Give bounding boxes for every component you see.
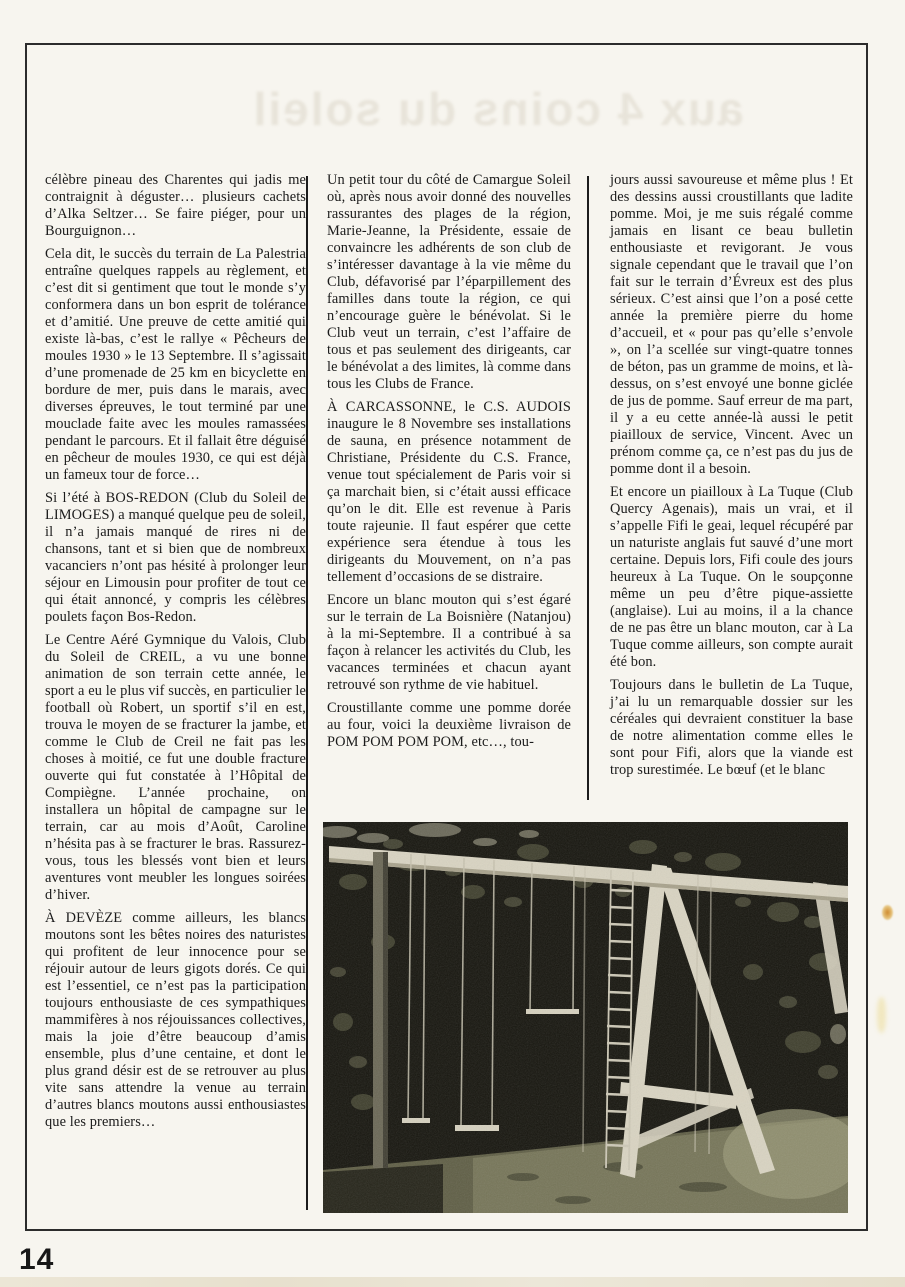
column-divider-2 <box>587 176 589 800</box>
paragraph: Cela dit, le succès du terrain de La Palestria entraîne quelques rappels au règlement, et c’est dit si gentiment que tout le monde s’y conformera dans un bon esprit de tolérance et d’amitié. Une preuve de cette amitié qui existe là-bas, c’est le rallye « Pêcheurs de moules 1930 » le 13 Septembre. Il s’agissait d’une promenade de 25 km en bicyclette en bordure de mer, puis dans le marais, avec diverses épreuves, le tout terminé par une mouclade faite avec les moules ramassées pendant le parcours. Et il fallait être déguisé en pêcheur de moules 1930, ce qui est déjà un fameux tour de force… <box>45 246 306 483</box>
text-column-1 <box>45 172 306 1137</box>
paragraph: Croustillante comme une pomme dorée au four, voici la deuxième livraison de POM POM POM POM, etc…, tou- <box>327 700 571 750</box>
paper-stain-yellow <box>877 997 886 1033</box>
paragraph: À CARCASSONNE, le C.S. AUDOIS inaugure le 8 Novembre ses installations de sauna, en présence notamment de Christiane, Présidente du C.S. France, venue tout spécialement de Paris voir si ça marchait bien, si c’était aussi efficace qu’on le dit. Elle est revenue à Paris toute rajeunie. Il faut espérer que cette expérience sera étendue à tous les dirigeants du Mouvement, on n’a pas tellement d’occasions de se distraire. <box>327 399 571 585</box>
paper-stain-orange <box>882 905 893 920</box>
paragraph: jours aussi savoureuse et même plus ! Et des dessins aussi croustillants que ladite pomme. Moi, je me suis régalé comme jamais en lisant ce beau bulletin enthousiaste et revigorant. Je vous signale cependant que le travail que l’on fait sur le terrain d’Évreux est des plus sérieux. C’est ainsi que l’on a posé cette année la première pierre du home d’accueil, et « pour pas qu’elle s’envole », on l’a scellée sur vingt-quatre tonnes de béton, pas un gramme de moins, et là-dessus, on s’est envoyé une bonne giclée de jus de pomme. Sauf erreur de ma part, il y a eu cette année-là aussi le petit piailloux de service, Vincent. Avec un prénom comme ça, ce n’est pas du jus de pomme dont il a besoin. <box>610 172 853 477</box>
paragraph: À DEVÈZE comme ailleurs, les blancs moutons sont les bêtes noires des naturistes qui profitent de leur innocence pour se réjouir autour de leurs gigots dorés. Ce qui est l’essentiel, ce n’est pas la participation toujours enthousiaste de ces sympathiques mammifères à nos réjouissances collectives, mais la joie d’être beaucoup d’amis ensemble, plus d’une centaine, et dont le plus grand désir est de se retrouver au plus vite sans attendre la venue au terrain d’autres blancs moutons aussi enthousiastes que les premiers… <box>45 910 306 1130</box>
paragraph: Si l’été à BOS-REDON (Club du Soleil de LIMOGES) a manqué quelque peu de soleil, il n’a jamais manqué de rires ni de chansons, tant et si bien que de nombreux vacanciers n’ont pas hésité à prolonger leur séjour en Limousin pour profiter de tout ce qui était annoncé, y compris les célèbres poulets façon Bos-Redon. <box>45 490 306 625</box>
text-column-3 <box>610 172 853 785</box>
text-column-2 <box>327 172 571 757</box>
scan-edge-strip <box>0 1277 905 1287</box>
paragraph: célèbre pineau des Charentes qui jadis me contraignit à déguster… plusieurs cachets d’Alka Seltzer… Se faire piéger, pour un Bourguignon… <box>45 172 306 239</box>
playground-photo <box>323 822 848 1213</box>
column-divider-1 <box>306 176 308 1210</box>
paragraph: Le Centre Aéré Gymnique du Valois, Club du Soleil de CREIL, a vu une bonne animation de son terrain cette année, le sport a eu le plus vif succès, en particulier le football où Robert, un sportif s’il en est, trouva le moyen de se fracturer la jambe, et comme le Club de Creil ne fait pas les choses à moitié, ce fut une double fracture ouverte qui fut constatée à l’Hôpital de Compiègne. L’année prochaine, on installera un hôpital de campagne sur le terrain, car au mois d’Août, Caroline n’hésita pas à se fracturer le bras. Rassurez-vous, tous les blessés vont bien et leurs aventures vont meubler les longues soirées d’hiver. <box>45 632 306 903</box>
photo-grain-overlay <box>323 822 848 1213</box>
paragraph: Un petit tour du côté de Camargue Soleil où, après nous avoir donné des nouvelles rassurantes des plages de la région, Marie-Jeanne, la Présidente, essaie de convaincre les adhérents de son club de s’intéresser davantage à la vie même du Club, défavorisé par l’éparpillement des familles dans toute la région, ce qui n’encourage guère le bénévolat. Si le Club veut un terrain, c’est l’affaire de tous et pas seulement des dirigeants, car le bénévolat a des limites, là comme dans tous les Clubs de France. <box>327 172 571 392</box>
ghost-title-showthrough: aux 4 coins du soleil <box>251 83 744 135</box>
paragraph: Encore un blanc mouton qui s’est égaré sur le terrain de La Boisnière (Natanjou) à la mi-Septembre. Il a contribué à sa façon à relancer les activités du Club, les vacances terminées et chacun ayant retrouvé son rythme de vie habituel. <box>327 592 571 693</box>
paragraph: Toujours dans le bulletin de La Tuque, j’ai lu un remarquable dossier sur les céréales qui devraient constituer la base de notre alimentation comme elles le sont pour Fifi, alors que la viande est trop surestimée. Le bœuf (et le blanc <box>610 677 853 778</box>
page-number: 14 <box>19 1243 55 1276</box>
paragraph: Et encore un piailloux à La Tuque (Club Quercy Agenais), mais un vrai, et il s’appelle Fifi le geai, lequel récupéré par un naturiste anglais fut sauvé d’une mort certaine. Depuis lors, Fifi coule des jours heureux à La Tuque. On le soupçonne même un peu d’être pique-assiette (anglaise). Lui au moins, il a la chance de ne pas être un blanc mouton, car à La Tuque comme ailleurs, son compte aurait été bon. <box>610 484 853 670</box>
